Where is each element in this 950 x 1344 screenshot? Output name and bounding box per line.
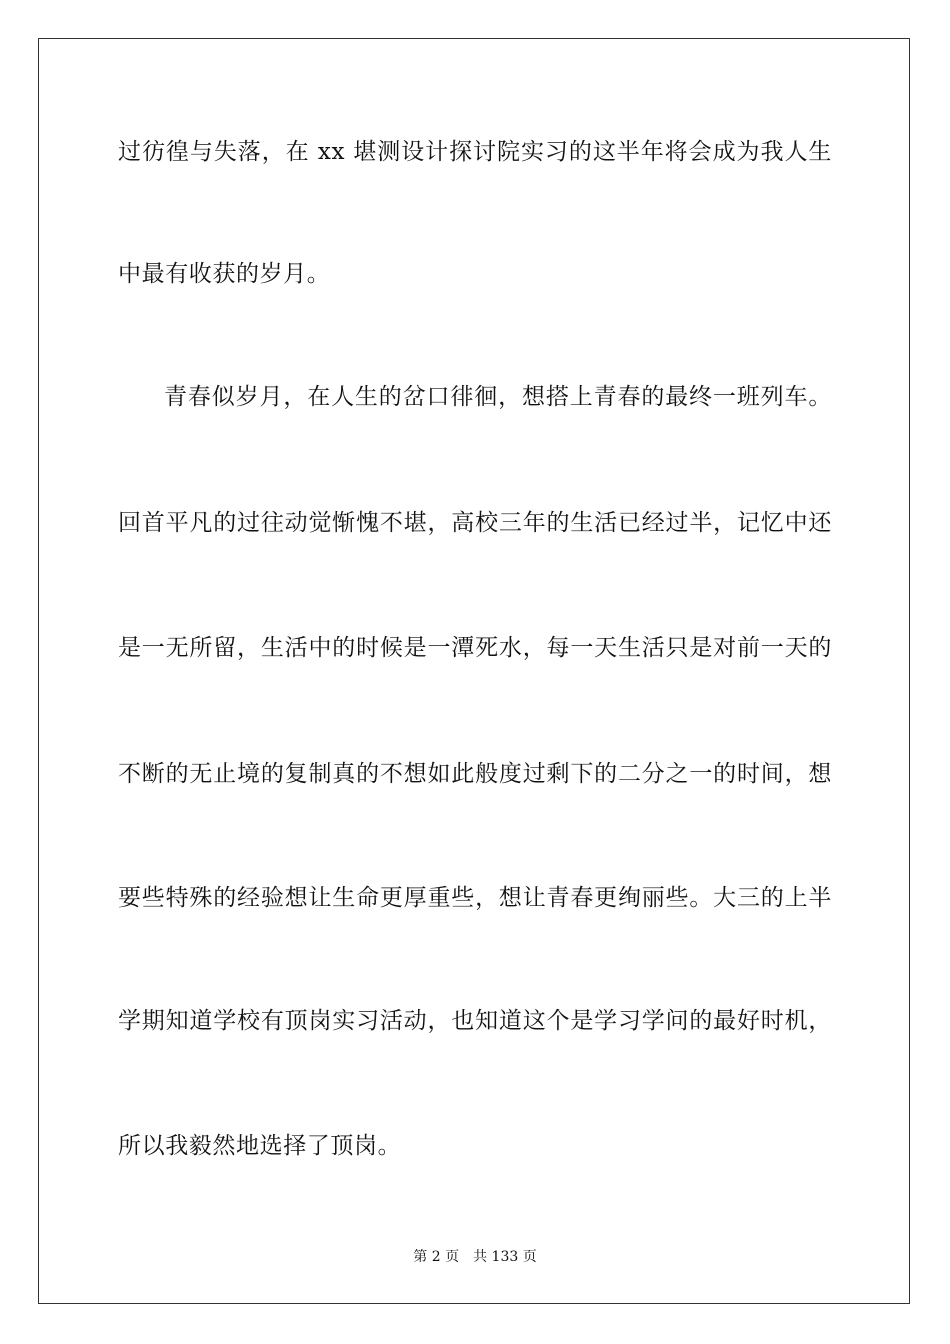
body-text-line-6: 不断的无止境的复制真的不想如此般度过剩下的二分之一的时间，想 [118, 761, 832, 787]
total-pages: 共 133 页 [473, 1249, 537, 1265]
body-text-line-7: 要些特殊的经验想让生命更厚重些，想让青春更绚丽些。大三的上半 [118, 885, 832, 911]
page-border [38, 38, 910, 1304]
body-text-line-5: 是一无所留，生活中的时候是一潭死水，每一天生活只是对前一天的 [118, 635, 832, 661]
body-text-line-9: 所以我毅然地选择了顶岗。 [118, 1133, 402, 1159]
body-text-line-4: 回首平凡的过往动觉惭愧不堪，高校三年的生活已经过半，记忆中还 [118, 510, 832, 536]
page-footer [0, 1248, 950, 1266]
body-text-line-1: 过彷徨与失落，在 xx 堪测设计探讨院实习的这半年将会成为我人生 [118, 139, 832, 165]
body-text-line-2: 中最有收获的岁月。 [118, 261, 331, 287]
page-number: 第 2 页 [413, 1249, 460, 1265]
body-text-line-8: 学期知道学校有顶岗实习活动，也知道这个是学习学问的最好时机， [118, 1008, 832, 1034]
paragraph-first-line: 青春似岁月，在人生的岔口徘徊，想搭上青春的最终一班列车。 [164, 384, 832, 410]
